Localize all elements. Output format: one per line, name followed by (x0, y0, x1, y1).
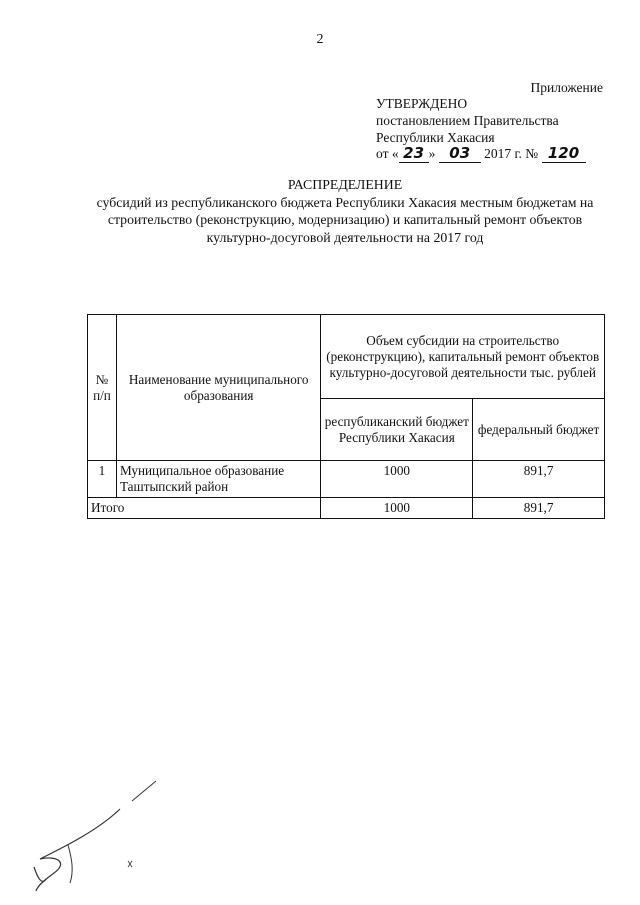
document-subtitle-line1: субсидий из республиканского бюджета Республики Хакасия местным бюджетам на (96, 195, 594, 210)
handwritten-signature (28, 775, 168, 895)
cell-num: 1 (88, 461, 117, 498)
table-header-row (88, 315, 605, 399)
date-mid: » (428, 146, 436, 161)
header-num: № п/п (88, 315, 117, 461)
total-federal: 891,7 (473, 498, 605, 519)
date-prefix: от « (376, 146, 399, 161)
approved-by-line: постановлением Правительства (376, 113, 559, 128)
date-year: 2017 г. № (484, 146, 539, 161)
header-federal-budget: федеральный бюджет (473, 399, 605, 461)
cell-federal: 891,7 (473, 461, 605, 498)
cell-republic: 1000 (321, 461, 473, 498)
document-subtitle-line2: строительство (реконструкцию, модернизацию) и капитальный ремонт объектов (107, 212, 583, 227)
approval-day: 23 (399, 145, 429, 163)
total-label: Итого (88, 498, 321, 519)
approved-title: УТВЕРЖДЕНО (376, 96, 468, 111)
page-number: 2 (316, 32, 324, 47)
document-title: РАСПРЕДЕЛЕНИЕ (287, 177, 403, 192)
header-municipality: Наименование муниципального образования (116, 315, 321, 461)
approval-number: 120 (542, 145, 586, 163)
document-subtitle-line3: культурно-досуговой деятельности на 2017 год (206, 230, 484, 245)
cell-municipality: Муниципальное образование Таштыпский район (116, 461, 321, 498)
table-row (88, 461, 605, 498)
appendix-label: Приложение (530, 80, 603, 95)
header-republic-budget: республиканский бюджет Республики Хакасия (321, 399, 473, 461)
approved-region-line: Республики Хакасия (376, 130, 495, 145)
total-republic: 1000 (321, 498, 473, 519)
header-subsidy-volume: Объем субсидии на строительство (реконструкцию), капитальный ремонт объектов культурно-досуговой деятельности тыс. рублей (321, 315, 605, 399)
approval-month: 03 (439, 145, 481, 163)
approval-date-line (376, 145, 586, 163)
table-total-row (88, 498, 605, 519)
subsidy-table (87, 314, 605, 519)
